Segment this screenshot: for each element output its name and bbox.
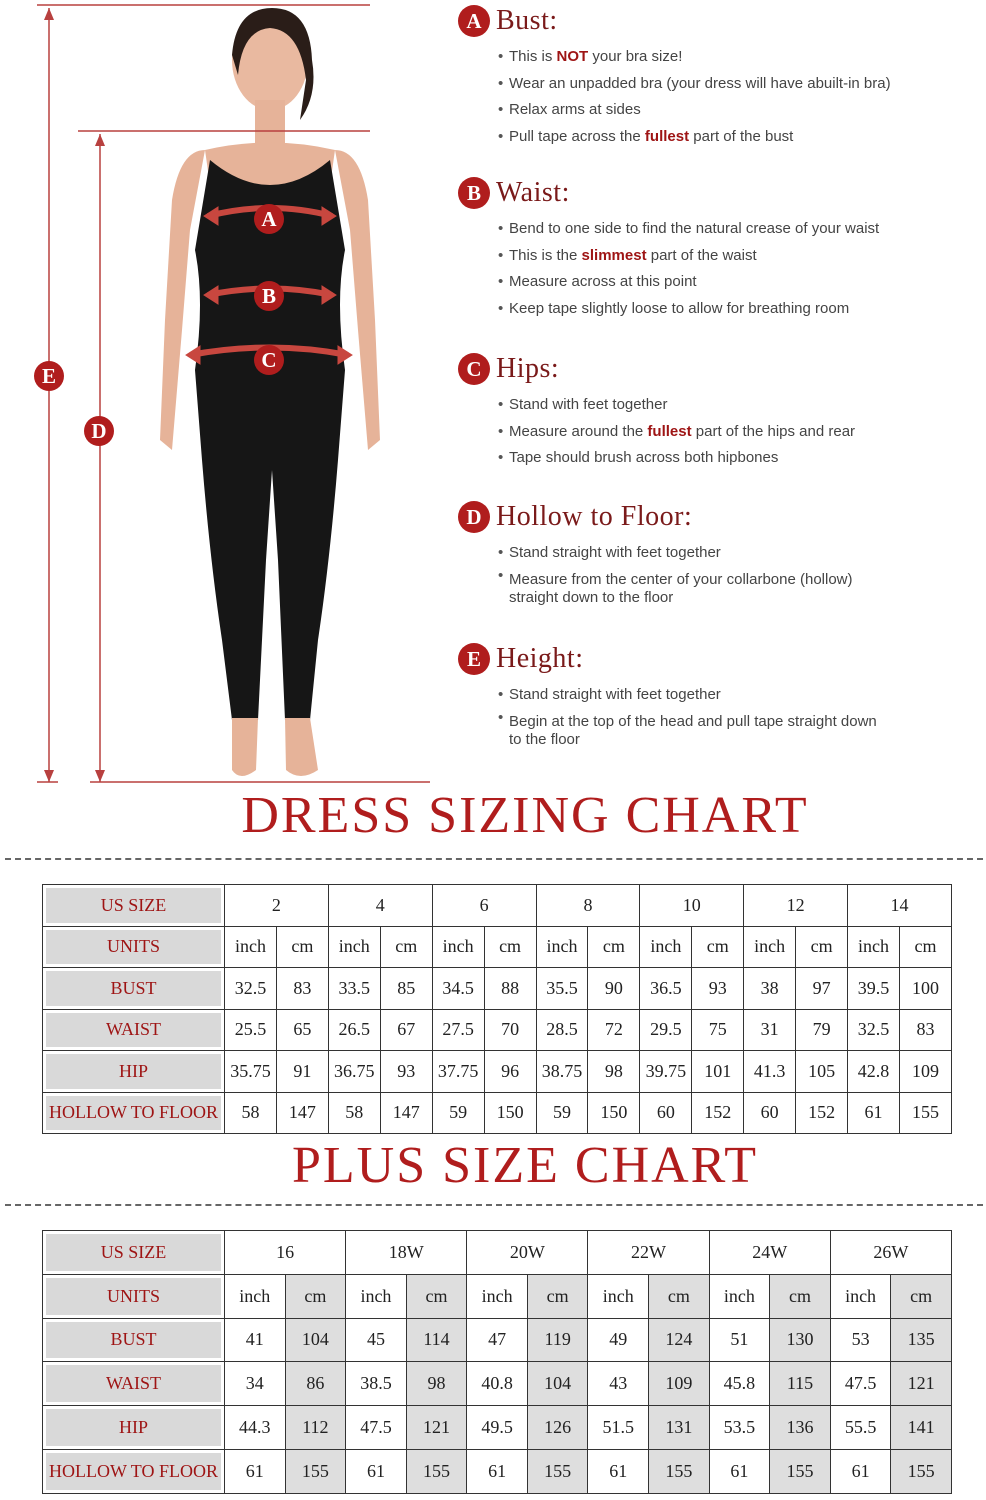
table-cell: 104 [285, 1318, 346, 1362]
table-cell: 109 [649, 1362, 710, 1406]
unit-header: inch [848, 926, 900, 968]
table-cell: 61 [588, 1449, 649, 1493]
table-cell: 126 [527, 1406, 588, 1450]
table-cell: 65 [276, 1009, 328, 1051]
table-cell: 61 [346, 1449, 407, 1493]
table-cell: 90 [588, 968, 640, 1010]
table-cell: 33.5 [328, 968, 380, 1010]
section-title: Bust: [496, 5, 558, 36]
table-cell: 61 [467, 1449, 528, 1493]
bullet-item: • Stand straight with feet together [498, 682, 978, 709]
badge-a-icon: A [458, 5, 490, 37]
table-cell: 91 [276, 1051, 328, 1093]
table-row [43, 1406, 952, 1450]
unit-header: inch [328, 926, 380, 968]
table-cell: 27.5 [432, 1009, 484, 1051]
table-cell: 45.8 [709, 1362, 770, 1406]
table-cell: 100 [899, 968, 951, 1010]
table-row [43, 968, 952, 1010]
badge-e-icon: E [458, 643, 490, 675]
row-label: BUST [43, 1318, 225, 1362]
table-cell: 32.5 [225, 968, 277, 1010]
table-cell: 121 [406, 1406, 467, 1450]
table-cell: 58 [328, 1092, 380, 1134]
table-cell: 45 [346, 1318, 407, 1362]
table-cell: 155 [406, 1449, 467, 1493]
table-cell: 39.75 [640, 1051, 692, 1093]
plus-chart-title: PLUS SIZE CHART [291, 1137, 759, 1194]
size-header: 20W [467, 1231, 588, 1275]
size-header: 18W [346, 1231, 467, 1275]
table-cell: 36.5 [640, 968, 692, 1010]
table-row [43, 1009, 952, 1051]
table-cell: 101 [692, 1051, 744, 1093]
table-cell: 98 [588, 1051, 640, 1093]
table-cell: 115 [770, 1362, 831, 1406]
size-header: 26W [830, 1231, 951, 1275]
table-row [43, 1051, 952, 1093]
row-label: UNITS [43, 926, 225, 968]
table-cell: 152 [796, 1092, 848, 1134]
table-cell: 147 [276, 1092, 328, 1134]
table-cell: 83 [899, 1009, 951, 1051]
unit-header: cm [770, 1274, 831, 1318]
table-cell: 121 [891, 1362, 952, 1406]
table-cell: 32.5 [848, 1009, 900, 1051]
row-label: HIP [43, 1051, 225, 1093]
row-label: BUST [43, 968, 225, 1010]
measurement-figure [0, 0, 430, 790]
size-header: 8 [536, 885, 640, 927]
table-cell: 61 [830, 1449, 891, 1493]
table-cell: 88 [484, 968, 536, 1010]
table-cell: 112 [285, 1406, 346, 1450]
bullet-item: • Wear an unpadded bra (your dress will have abuilt-in bra) [498, 71, 978, 98]
bullet-item: • Pull tape across the fullest part of the bust [498, 124, 978, 151]
table-cell: 70 [484, 1009, 536, 1051]
table-row [43, 1362, 952, 1406]
plus-size-table [42, 1230, 952, 1494]
table-cell: 41.3 [744, 1051, 796, 1093]
size-header: 12 [744, 885, 848, 927]
bullet-item: • Stand straight with feet together [498, 540, 978, 567]
table-cell: 83 [276, 968, 328, 1010]
instruction-hips [458, 352, 978, 472]
size-header: 10 [640, 885, 744, 927]
table-cell: 109 [899, 1051, 951, 1093]
table-cell: 155 [891, 1449, 952, 1493]
instruction-height [458, 642, 978, 749]
size-header: 16 [225, 1231, 346, 1275]
section-title: Waist: [496, 177, 570, 208]
row-label: WAIST [43, 1009, 225, 1051]
size-row [43, 885, 952, 927]
badge-b-icon: B [458, 177, 490, 209]
unit-header: inch [467, 1274, 528, 1318]
unit-header: inch [346, 1274, 407, 1318]
table-cell: 155 [899, 1092, 951, 1134]
table-cell: 61 [709, 1449, 770, 1493]
unit-header: inch [225, 1274, 286, 1318]
section-title: Height: [496, 643, 584, 674]
table-cell: 61 [225, 1449, 286, 1493]
table-cell: 60 [744, 1092, 796, 1134]
bullet-item: • Measure from the center of your collarbone (hollow) straight down to the floor [498, 567, 978, 607]
size-header: 14 [848, 885, 952, 927]
row-label: HOLLOW TO FLOOR [43, 1092, 225, 1134]
unit-header: cm [276, 926, 328, 968]
row-label: UNITS [43, 1274, 225, 1318]
table-cell: 38.75 [536, 1051, 588, 1093]
table-cell: 130 [770, 1318, 831, 1362]
table-cell: 119 [527, 1318, 588, 1362]
table-cell: 61 [848, 1092, 900, 1134]
size-row [43, 1231, 952, 1275]
table-cell: 51.5 [588, 1406, 649, 1450]
unit-header: cm [527, 1274, 588, 1318]
table-row [43, 1318, 952, 1362]
table-cell: 31 [744, 1009, 796, 1051]
table-cell: 98 [406, 1362, 467, 1406]
unit-header: cm [285, 1274, 346, 1318]
table-cell: 38.5 [346, 1362, 407, 1406]
unit-header: inch [588, 1274, 649, 1318]
unit-header: cm [796, 926, 848, 968]
table-cell: 53 [830, 1318, 891, 1362]
unit-header: cm [380, 926, 432, 968]
table-cell: 34 [225, 1362, 286, 1406]
table-row [43, 1092, 952, 1134]
table-cell: 38 [744, 968, 796, 1010]
table-cell: 59 [432, 1092, 484, 1134]
table-cell: 152 [692, 1092, 744, 1134]
table-cell: 114 [406, 1318, 467, 1362]
label-a-icon: A [254, 204, 284, 234]
instruction-hollow-to-floor [458, 500, 978, 607]
table-cell: 35.75 [225, 1051, 277, 1093]
table-cell: 40.8 [467, 1362, 528, 1406]
size-header: 24W [709, 1231, 830, 1275]
unit-header: cm [899, 926, 951, 968]
unit-header: cm [692, 926, 744, 968]
bullet-item: • Bend to one side to find the natural crease of your waist [498, 216, 978, 243]
row-label: US SIZE [43, 885, 225, 927]
table-cell: 41 [225, 1318, 286, 1362]
size-header: 22W [588, 1231, 709, 1275]
table-cell: 124 [649, 1318, 710, 1362]
unit-header: inch [744, 926, 796, 968]
table-cell: 58 [225, 1092, 277, 1134]
table-cell: 44.3 [225, 1406, 286, 1450]
divider [5, 1204, 983, 1206]
bullet-item: • Begin at the top of the head and pull tape straight down to the floor [498, 709, 978, 749]
unit-header: inch [640, 926, 692, 968]
table-cell: 136 [770, 1406, 831, 1450]
table-cell: 34.5 [432, 968, 484, 1010]
table-cell: 93 [380, 1051, 432, 1093]
table-cell: 47.5 [346, 1406, 407, 1450]
unit-header: inch [225, 926, 277, 968]
table-cell: 97 [796, 968, 848, 1010]
table-cell: 135 [891, 1318, 952, 1362]
bullet-item: • This is the slimmest part of the waist [498, 243, 978, 270]
unit-header: cm [406, 1274, 467, 1318]
bullet-item: • Stand with feet together [498, 392, 978, 419]
bullet-item: • Keep tape slightly loose to allow for breathing room [498, 296, 978, 323]
bullet-item: • Measure across at this point [498, 269, 978, 296]
label-b-icon: B [254, 281, 284, 311]
label-e-icon: E [34, 361, 64, 391]
unit-header: cm [649, 1274, 710, 1318]
table-row [43, 1449, 952, 1493]
bullet-item: • Relax arms at sides [498, 97, 978, 124]
table-cell: 39.5 [848, 968, 900, 1010]
unit-header: inch [830, 1274, 891, 1318]
table-cell: 75 [692, 1009, 744, 1051]
label-c-icon: C [254, 345, 284, 375]
woman-silhouette-illustration [0, 0, 430, 790]
table-cell: 85 [380, 968, 432, 1010]
divider [5, 858, 983, 860]
table-cell: 93 [692, 968, 744, 1010]
row-label: WAIST [43, 1362, 225, 1406]
size-header: 2 [225, 885, 329, 927]
dress-size-table [42, 884, 952, 1134]
row-label: US SIZE [43, 1231, 225, 1275]
instruction-bust [458, 4, 978, 150]
table-cell: 86 [285, 1362, 346, 1406]
row-label: HOLLOW TO FLOOR [43, 1449, 225, 1493]
table-cell: 47.5 [830, 1362, 891, 1406]
unit-header: cm [588, 926, 640, 968]
table-cell: 25.5 [225, 1009, 277, 1051]
section-title: Hollow to Floor: [496, 501, 693, 532]
table-cell: 72 [588, 1009, 640, 1051]
table-cell: 155 [285, 1449, 346, 1493]
table-cell: 35.5 [536, 968, 588, 1010]
bullet-item: • Tape should brush across both hipbones [498, 445, 978, 472]
table-cell: 49.5 [467, 1406, 528, 1450]
size-header: 6 [432, 885, 536, 927]
dress-chart-title: DRESS SIZING CHART [241, 787, 809, 844]
table-cell: 79 [796, 1009, 848, 1051]
badge-d-icon: D [458, 501, 490, 533]
size-header: 4 [328, 885, 432, 927]
table-cell: 59 [536, 1092, 588, 1134]
table-cell: 96 [484, 1051, 536, 1093]
table-cell: 147 [380, 1092, 432, 1134]
unit-header: inch [536, 926, 588, 968]
bullet-item: • Measure around the fullest part of the hips and rear [498, 419, 978, 446]
label-d-icon: D [84, 416, 114, 446]
unit-header: cm [484, 926, 536, 968]
bullet-item: • This is NOT your bra size! [498, 44, 978, 71]
table-cell: 60 [640, 1092, 692, 1134]
table-cell: 150 [484, 1092, 536, 1134]
table-cell: 47 [467, 1318, 528, 1362]
badge-c-icon: C [458, 353, 490, 385]
table-cell: 150 [588, 1092, 640, 1134]
table-cell: 28.5 [536, 1009, 588, 1051]
table-cell: 29.5 [640, 1009, 692, 1051]
row-label: HIP [43, 1406, 225, 1450]
units-row [43, 926, 952, 968]
instruction-waist [458, 176, 978, 322]
table-cell: 36.75 [328, 1051, 380, 1093]
table-cell: 51 [709, 1318, 770, 1362]
unit-header: inch [432, 926, 484, 968]
table-cell: 141 [891, 1406, 952, 1450]
units-row [43, 1274, 952, 1318]
table-cell: 155 [527, 1449, 588, 1493]
table-cell: 155 [649, 1449, 710, 1493]
table-cell: 131 [649, 1406, 710, 1450]
table-cell: 26.5 [328, 1009, 380, 1051]
section-title: Hips: [496, 353, 560, 384]
table-cell: 55.5 [830, 1406, 891, 1450]
table-cell: 155 [770, 1449, 831, 1493]
table-cell: 43 [588, 1362, 649, 1406]
table-cell: 37.75 [432, 1051, 484, 1093]
table-cell: 53.5 [709, 1406, 770, 1450]
unit-header: inch [709, 1274, 770, 1318]
unit-header: cm [891, 1274, 952, 1318]
table-cell: 105 [796, 1051, 848, 1093]
table-cell: 42.8 [848, 1051, 900, 1093]
table-cell: 49 [588, 1318, 649, 1362]
table-cell: 104 [527, 1362, 588, 1406]
table-cell: 67 [380, 1009, 432, 1051]
